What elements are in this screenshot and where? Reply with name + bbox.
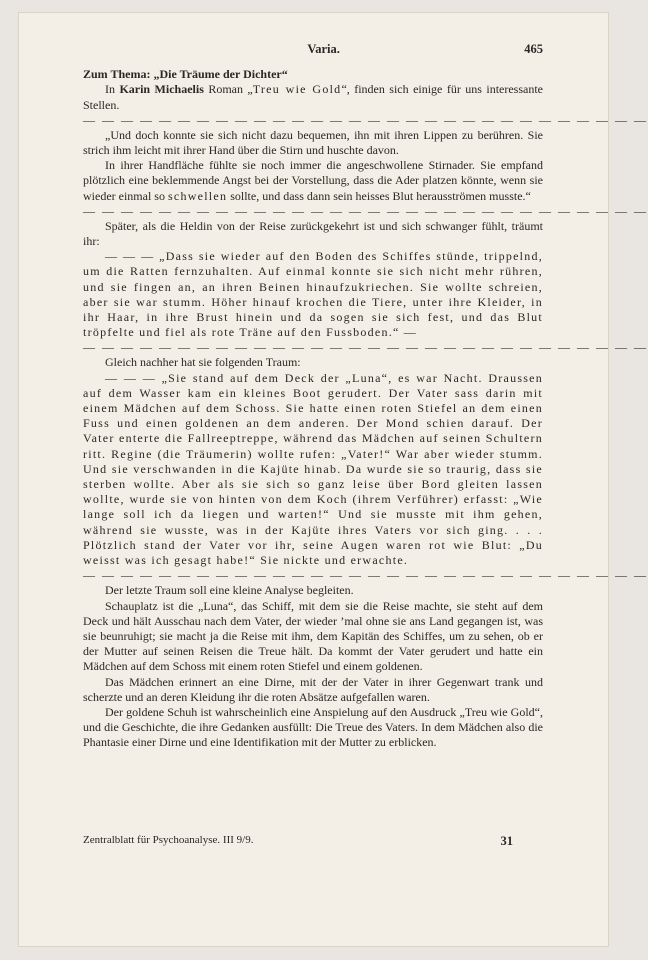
document-page bbox=[18, 12, 648, 947]
text-block bbox=[83, 42, 648, 751]
intro-book-title: Treu wie Gold bbox=[252, 82, 342, 97]
intro-suffix: “, finden sich einige für uns interessante Stellen. bbox=[83, 82, 543, 112]
next-dream-paragraph: Gleich nachher hat sie folgenden Traum: bbox=[105, 355, 301, 370]
section-title: Zum Thema: „Die Träume der Dichter“ bbox=[83, 67, 288, 82]
dream-1-paragraph: — — — „Dass sie wieder auf den Boden des Schiffes stünde, trippelnd, um die Ratten fernzuhalten. Auf einmal konnte sie sich nicht mehr rühren, und sie fingen an, an ihren Beinen hinaufzukriechen. Sie wollte schreien, aber sie war stumm. Höher hinauf krochen die Tiere, unter ihre Kleider, in ihr Haar, in ihre Brust hinein und da sogen sie sich fest, und das Blut tröpfelte und fiel als rote Träne auf den Fussboden.“ — bbox=[83, 249, 543, 340]
quote-text-pre: In ihrer Handfläche fühlte sie noch immer die angeschwollene Stirnader. Sie empfand plötzlich eine beklemmende Angst bei der Vorstellung, dass die Ader platzen könnte, wenn sie wieder einmal so bbox=[83, 158, 543, 203]
intro-author: Karin Michaelis bbox=[119, 82, 204, 97]
quote-text-post: sollte, und dass dann sein heisses Blut herausströmen musste.“ bbox=[227, 188, 531, 203]
analysis-intro: Der letzte Traum soll eine kleine Analyse begleiten. bbox=[105, 583, 354, 598]
footer-journal: Zentralblatt für Psychoanalyse. III 9/9. bbox=[83, 834, 254, 846]
quote-paragraph-1: „Und doch konnte sie sich nicht dazu bequemen, ihn mit ihren Lippen zu berühren. Sie strich ihm leicht mit ihrer Hand über die Stirn und huschte davon. bbox=[83, 127, 543, 158]
analysis-paragraph-1: Schauplatz ist die „Luna“, das Schiff, mit dem sie die Reise machte, sie steht auf dem Deck und hält Ausschau nach dem Vater, der wieder ’mal ohne sie ans Land gegangen ist, was sie beunruhigt; sie macht ja die Reise mit ihm, dem Kapitän des Schiffes, um zu sehen, ob er der Mutter auf seinen Reisen die Treue hält. Da kommt der Vater gerudert und hatte ein Mädchen auf dem Schoss mit einem roten Stiefel und einem goldenen. bbox=[83, 598, 543, 674]
quote-paragraph-2 bbox=[83, 158, 543, 204]
running-header bbox=[83, 42, 543, 57]
analysis-paragraph-2: Das Mädchen erinnert an eine Dirne, mit der der Vater in ihrer Gegenwart trank und scherzte und an deren Kleidung ihr die roten Absätze aufgefallen waren. bbox=[83, 674, 543, 704]
dash-separator: — — — — — — — — — — — — — — — — — — — — — — — — — — — — — — bbox=[83, 340, 648, 355]
intro-prefix: In bbox=[105, 82, 120, 97]
dash-separator: — — — — — — — — — — — — — — — — — — — — — — — — — — — — — — bbox=[83, 568, 648, 583]
later-paragraph: Später, als die Heldin von der Reise zurückgekehrt ist und sich schwanger fühlt, träumt ihr: bbox=[83, 218, 543, 249]
dash-separator: — — — — — — — — — — — — — — — — — — — — — — — — — — — — — — bbox=[83, 112, 648, 127]
dash-separator: — — — — — — — — — — — — — — — — — — — — — — — — — — — — — — bbox=[83, 203, 648, 218]
dream-2-paragraph: — — — „Sie stand auf dem Deck der „Luna“, es war Nacht. Draussen auf dem Wasser kam ein kleines Boot gerudert. Der Vater sass darin mit einem Mädchen auf dem Schoss. Sie hatte einen roten Stiefel an dem einen Fuss und einen goldenen an dem anderen. Der Mond schien darauf. Der Vater enterte die Fallreeptreppe, während das Mädchen auf seinen Schultern ritt. Regine (die Träumerin) wollte rufen: „Vater!“ War aber wieder stumm. Und sie verschwanden in die Kajüte hinab. Da wurde sie so traurig, dass sie sterben wollte. Aber als sie sich so ganz leise über Bord gleiten lassen wollte, wurde sie von hinten von dem Koch (ihrem Verführer) erfasst: „Wie lange soll ich da liegen und warten!“ Und sie musste mit ihm gehen, während sie wusste, was in der Kajüte ihres Vaters vor sich ging. . . . Plötzlich stand der Vater vor ihr, seine Augen waren rot wie Blut: „Du weisst was ich gesagt habe!“ Sie nickte und erwachte. bbox=[83, 370, 543, 568]
page-number: 465 bbox=[524, 42, 543, 56]
analysis-paragraph-3: Der goldene Schuh ist wahrscheinlich eine Anspielung auf den Ausdruck „Treu wie Gold“, und die Geschichte, die ihre Gedanken ausfüllt: Die Treue des Vaters. In dem Mädchen also die Phantasie einer Dirne und eine Identifikation mit der Mutter zu erblicken. bbox=[83, 704, 543, 750]
page-footer bbox=[83, 834, 543, 849]
header-title: Varia. bbox=[307, 42, 340, 56]
intro-paragraph bbox=[83, 82, 543, 112]
intro-mid: Roman „ bbox=[203, 82, 253, 97]
quote-emphasis: schwellen bbox=[167, 188, 228, 203]
footer-sheet-number: 31 bbox=[500, 834, 513, 848]
